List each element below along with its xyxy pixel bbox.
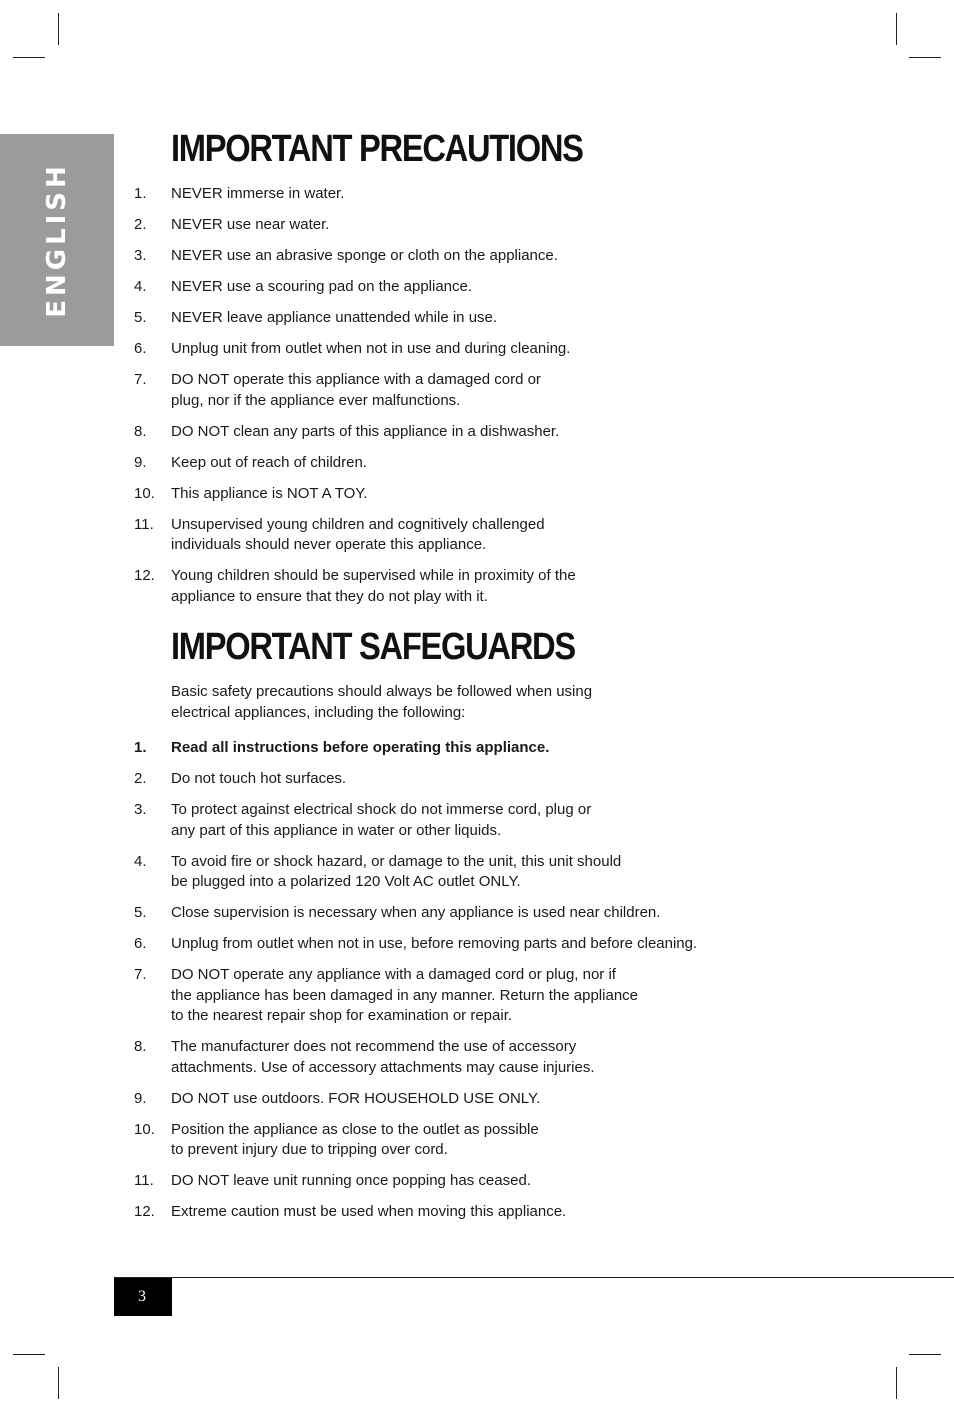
list-item: [0, 1202, 954, 1223]
list-item-text: To avoid fire or shock hazard, or damage to the unit, this unit should be plugged into a polarized 120 Volt AC outlet ONLY.: [171, 852, 622, 890]
list-item: [0, 566, 954, 607]
list-item: [0, 308, 954, 329]
footer-rule: [114, 1277, 954, 1278]
language-label: ENGLISH: [42, 162, 72, 318]
list-item-text: This appliance is NOT A TOY.: [171, 484, 368, 502]
list-item-number: 4.: [134, 852, 147, 870]
list-item-number: 11.: [134, 1172, 154, 1189]
list-item: [0, 370, 954, 411]
list-item-number: 4.: [134, 278, 147, 295]
list-item: [0, 1037, 954, 1078]
safeguards-title: IMPORTANT SAFEGUARDS: [171, 626, 575, 668]
list-item-number: 8.: [134, 422, 147, 440]
list-item-text: NEVER use near water.: [171, 216, 330, 233]
list-item: [0, 215, 954, 236]
list-item: [0, 800, 954, 841]
list-item-text: Position the appliance as close to the outlet as possible to prevent injury due to tripping over cord.: [171, 1120, 539, 1158]
list-item-number: 10.: [134, 1120, 155, 1138]
list-item-number: 6.: [134, 340, 147, 357]
list-item-number: 6.: [134, 935, 147, 952]
list-item-number: 12.: [134, 1203, 155, 1220]
list-item: [0, 965, 954, 1027]
list-item-text: To protect against electrical shock do not immerse cord, plug or any part of this appliance in water or other liquids.: [171, 801, 592, 839]
crop-mark: [896, 13, 897, 45]
list-item-number: 8.: [134, 1038, 147, 1055]
list-item-text: Close supervision is necessary when any appliance is used near children.: [171, 904, 661, 921]
crop-mark: [909, 57, 941, 58]
list-item-text: DO NOT operate any appliance with a damaged cord or plug, nor if the appliance has been damaged in any manner. Return the appliance to the nearest repair shop for examination or repair.: [171, 966, 638, 1024]
list-item-number: 7.: [134, 966, 147, 983]
safeguards-list: [0, 738, 954, 1233]
list-item: [0, 934, 954, 955]
list-item-number: 9.: [134, 1089, 147, 1107]
crop-mark: [13, 57, 45, 58]
list-item-number: 2.: [134, 216, 147, 233]
list-item-text: Unplug from outlet when not in use, before removing parts and before cleaning.: [171, 935, 698, 952]
list-item: [0, 1171, 954, 1192]
list-item-text: NEVER use an abrasive sponge or cloth on the appliance.: [171, 247, 558, 264]
list-item-number: 1.: [134, 739, 147, 756]
list-item-text: DO NOT use outdoors. FOR HOUSEHOLD USE ONLY.: [171, 1089, 541, 1107]
list-item-text: NEVER use a scouring pad on the appliance.: [171, 278, 473, 295]
list-item-number: 10.: [134, 484, 155, 502]
list-item: [0, 339, 954, 360]
list-item-text: Keep out of reach of children.: [171, 453, 367, 471]
list-item: [0, 738, 954, 759]
list-item-number: 9.: [134, 453, 147, 471]
list-item-text: Unplug unit from outlet when not in use and during cleaning.: [171, 340, 571, 357]
list-item-number: 5.: [134, 904, 147, 921]
list-item-text: Extreme caution must be used when moving this appliance.: [171, 1203, 567, 1220]
list-item-number: 7.: [134, 371, 147, 388]
list-item-number: 5.: [134, 309, 147, 326]
list-item-text: Do not touch hot surfaces.: [171, 770, 347, 787]
list-item: [0, 903, 954, 924]
list-item: [0, 246, 954, 267]
list-item: [0, 484, 954, 505]
list-item: [0, 515, 954, 556]
safeguards-intro: Basic safety precautions should always be followed when using electrical appliances, including the following:: [171, 683, 593, 721]
list-item-text: The manufacturer does not recommend the use of accessory attachments. Use of accessory attachments may cause injuries.: [171, 1038, 595, 1076]
list-item: [0, 184, 954, 205]
crop-mark: [58, 13, 59, 45]
precautions-title: IMPORTANT PRECAUTIONS: [171, 128, 583, 170]
list-item-text: DO NOT leave unit running once popping has ceased.: [171, 1172, 531, 1189]
list-item: [0, 1089, 954, 1110]
list-item-number: 1.: [134, 185, 147, 202]
list-item: [0, 1120, 954, 1161]
list-item-number: 12.: [134, 567, 155, 584]
precautions-list: [0, 184, 954, 618]
list-item-number: 3.: [134, 801, 147, 818]
list-item-text: Unsupervised young children and cognitively challenged individuals should never operate this appliance.: [171, 515, 545, 553]
list-item-number: 11.: [134, 515, 154, 533]
list-item: [0, 453, 954, 474]
list-item-text: NEVER leave appliance unattended while in use.: [171, 309, 498, 326]
list-item-text: NEVER immerse in water.: [171, 185, 345, 202]
page-number: 3: [114, 1278, 172, 1316]
list-item-number: 2.: [134, 770, 147, 787]
crop-mark: [909, 1354, 941, 1355]
list-item: [0, 852, 954, 893]
list-item-text: Read all instructions before operating this appliance.: [171, 739, 550, 756]
list-item: [0, 422, 954, 443]
crop-mark: [13, 1354, 45, 1355]
list-item-text: DO NOT operate this appliance with a damaged cord or plug, nor if the appliance ever malfunctions.: [171, 371, 541, 409]
list-item-number: 3.: [134, 247, 147, 264]
crop-mark: [58, 1367, 59, 1399]
list-item: [0, 277, 954, 298]
list-item: [0, 769, 954, 790]
crop-mark: [896, 1367, 897, 1399]
list-item-text: DO NOT clean any parts of this appliance in a dishwasher.: [171, 422, 560, 440]
list-item-text: Young children should be supervised while in proximity of the appliance to ensure that they do not play with it.: [171, 567, 576, 605]
